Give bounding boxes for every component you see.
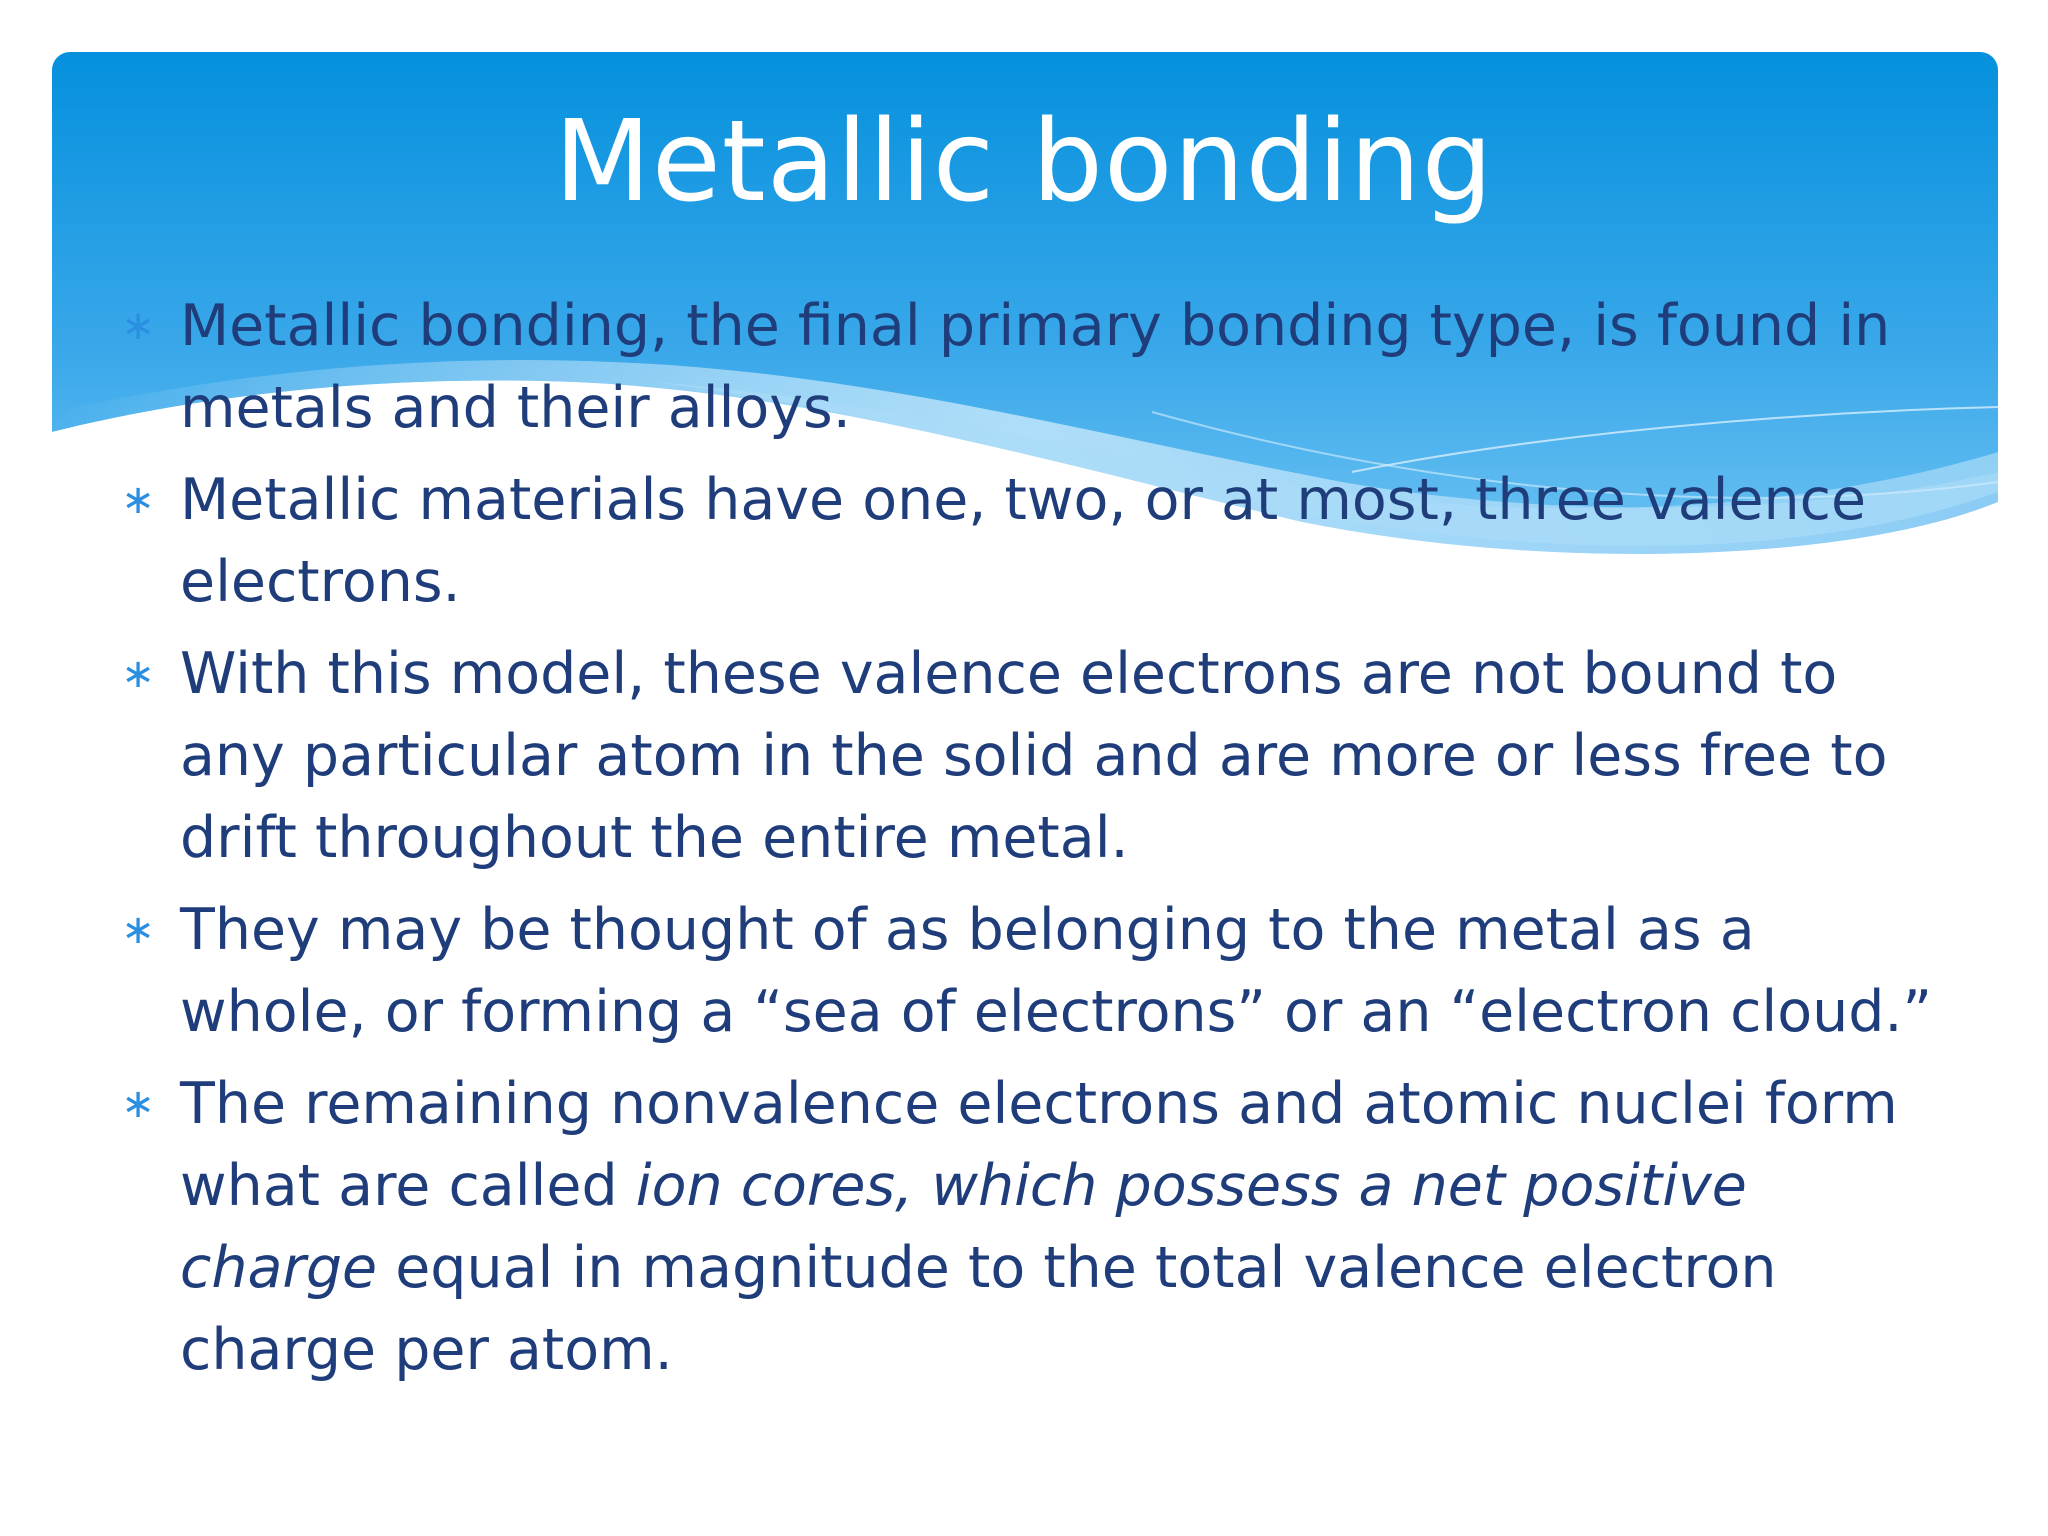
bullet-text: Metallic bonding, the final primary bonding type, is found in metals and their alloys. bbox=[180, 293, 1891, 441]
bullet-text-start: The remaining nonvalence electrons and atomic nuclei form what are called bbox=[180, 1071, 1898, 1219]
bullet-text: Metallic materials have one, two, or at most, three valence electrons. bbox=[180, 467, 1867, 615]
bullet-text: With this model, these valence electrons are not bound to any particular atom in the solid and are more or less free to drift throughout the entire metal. bbox=[180, 641, 1888, 871]
bullet-item bbox=[118, 459, 1938, 623]
bullet-item bbox=[118, 285, 1938, 449]
bullet-text bbox=[180, 1071, 1898, 1383]
bullet-item bbox=[118, 889, 1938, 1053]
bullet-text-italic: ion cores, which possess a net positive charge bbox=[180, 1153, 1747, 1301]
bullet-list bbox=[118, 285, 1938, 1401]
bullet-text-end: equal in magnitude to the total valence electron charge per atom. bbox=[180, 1235, 1777, 1383]
bullet-text: They may be thought of as belonging to the metal as a whole, or forming a “sea of electrons” or an “electron cloud.” bbox=[180, 897, 1933, 1045]
bullet-item bbox=[118, 633, 1938, 879]
asterisk-icon: ∗ bbox=[121, 477, 155, 523]
asterisk-icon: ∗ bbox=[121, 907, 155, 953]
asterisk-icon: ∗ bbox=[121, 1081, 155, 1127]
slide-title: Metallic bonding bbox=[554, 97, 1494, 227]
asterisk-icon: ∗ bbox=[121, 651, 155, 697]
bullet-item bbox=[118, 1063, 1938, 1391]
asterisk-icon: ∗ bbox=[121, 303, 155, 349]
